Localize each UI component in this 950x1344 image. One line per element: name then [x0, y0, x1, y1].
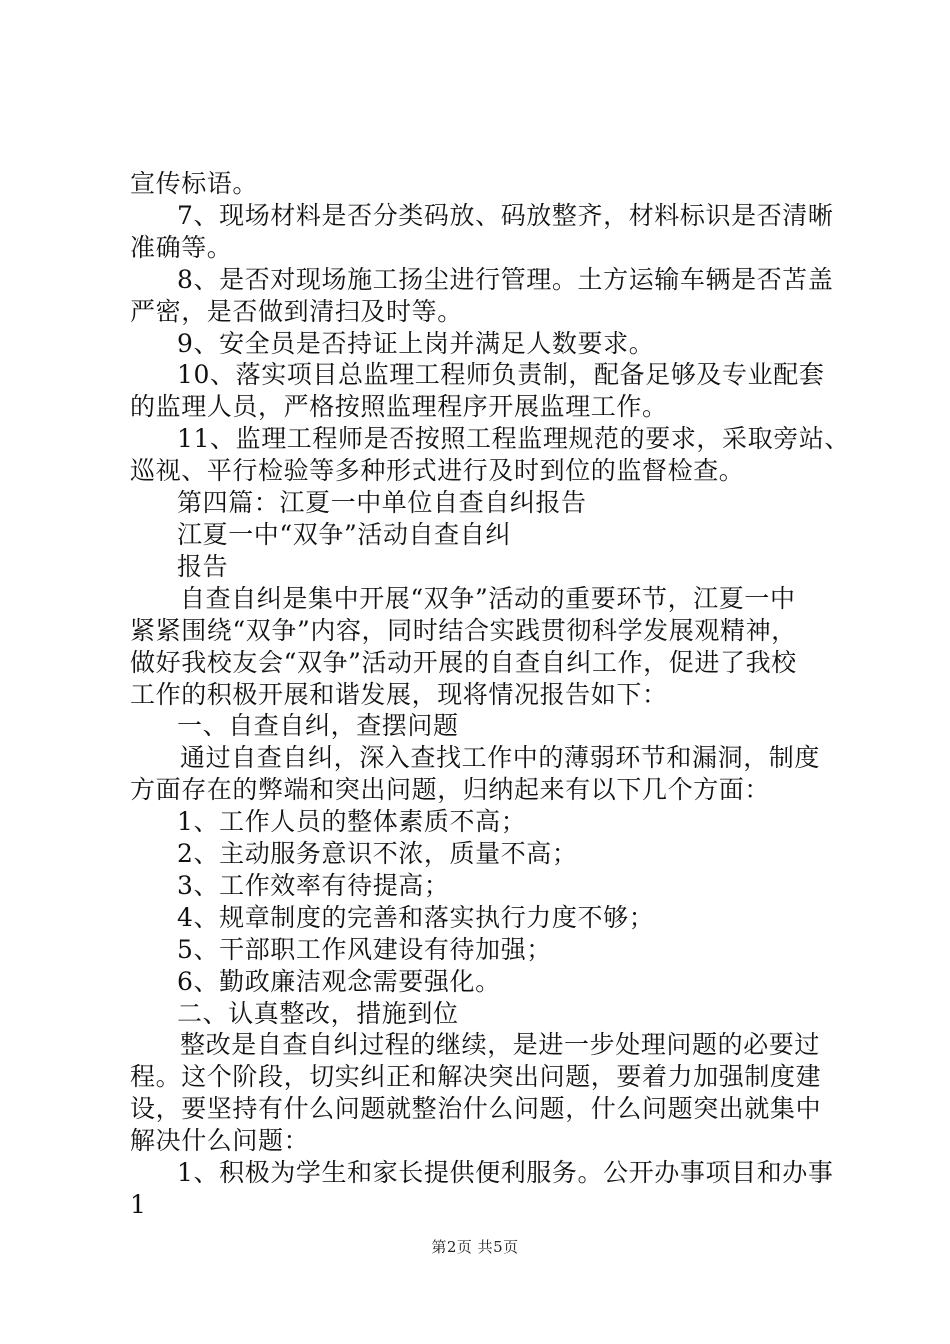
text-line: 程。这个阶段，切实纠正和解决突出问题，要着力加强制度建 — [130, 1062, 822, 1092]
report-title-cont: 报告 — [177, 551, 229, 581]
list-item: 3、工作效率有待提高； — [177, 870, 450, 900]
list-item: 4、规章制度的完善和落实执行力度不够； — [177, 902, 655, 932]
text-line: 宣传标语。 — [130, 169, 259, 198]
text-line: 准确等。 — [130, 232, 233, 262]
section-heading: 第四篇：江夏一中单位自查自纠报告 — [177, 488, 587, 518]
list-item: 1、工作人员的整体素质不高； — [177, 807, 527, 837]
text-line: 11、监理工程师是否按照工程监理规范的要求，采取旁站、 — [177, 424, 851, 454]
list-item: 6、勤政廉洁观念需要强化。 — [177, 966, 501, 996]
subsection-heading: 二、认真整改，措施到位 — [177, 998, 459, 1028]
text-line: 设，要坚持有什么问题就整治什么问题，什么问题突出就集中 — [130, 1094, 822, 1124]
list-item: 2、主动服务意识不浓，质量不高； — [177, 839, 578, 869]
text-line: 解决什么问题： — [130, 1126, 310, 1156]
text-line: 的监理人员，严格按照监理程序开展监理工作。 — [130, 392, 668, 422]
text-line: 工作的积极开展和谐发展，现将情况报告如下： — [130, 679, 668, 709]
text-line: 做好我校友会“双争”活动开展的自查自纠工作，促进了我校 — [130, 647, 797, 677]
report-title: 江夏一中“双争”活动自查自纠 — [177, 519, 511, 549]
text-line: 严密，是否做到清扫及时等。 — [130, 296, 463, 326]
text-line: 方面存在的弊端和突出问题，归纳起来有以下几个方面： — [130, 775, 771, 805]
list-item: 5、干部职工作风建设有待加强； — [177, 934, 552, 964]
text-line: 整改是自查自纠过程的继续，是进一步处理问题的必要过 — [180, 1030, 821, 1060]
text-line: 通过自查自纠，深入查找工作中的薄弱环节和漏洞，制度 — [180, 743, 821, 773]
subsection-heading: 一、自查自纠，查摆问题 — [177, 711, 459, 741]
document-body — [130, 168, 851, 1221]
text-line: 9、安全员是否持证上岗并满足人数要求。 — [177, 328, 655, 358]
text-line: 8、是否对现场施工扬尘进行管理。土方运输车辆是否苫盖 — [177, 264, 834, 294]
inline-page-number: 1 — [130, 1190, 147, 1219]
list-item: 1、积极为学生和家长提供便利服务。公开办事项目和办事 — [177, 1158, 834, 1188]
page-footer: 第2页 共5页 — [431, 1238, 519, 1256]
text-line: 7、现场材料是否分类码放、码放整齐，材料标识是否清晰 — [177, 200, 834, 230]
text-line: 巡视、平行检验等多种形式进行及时到位的监督检查。 — [130, 456, 745, 486]
text-line: 紧紧围绕“双争”内容，同时结合实践贯彻科学发展观精神， — [130, 615, 797, 645]
text-line: 自查自纠是集中开展“双争”活动的重要环节，江夏一中 — [180, 583, 796, 613]
text-line: 10、落实项目总监理工程师负责制，配备足够及专业配套 — [177, 360, 825, 390]
